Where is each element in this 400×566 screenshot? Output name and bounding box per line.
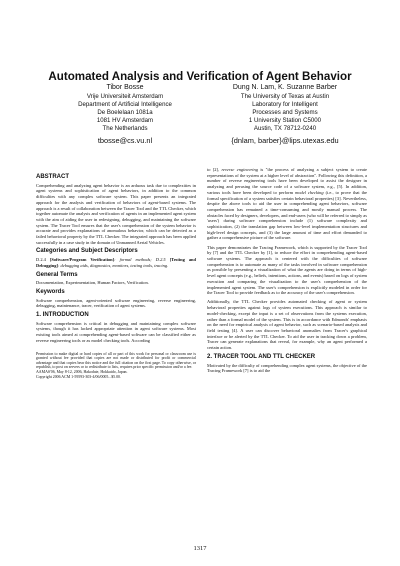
section2-heading: 2. TRACER TOOL AND TTL CHECKER — [207, 353, 316, 360]
categories-heading: Categories and Subject Descriptors — [36, 248, 138, 255]
author-name: Dung N. Lam, K. Suzanne Barber — [232, 84, 338, 91]
affiliation-line: 1081 HV Amsterdam — [96, 116, 154, 124]
affiliation-line: Austin, TX 78712-0240 — [253, 124, 317, 132]
general-terms-text: Documentation, Experimentation, Human Factors, Verification. — [36, 280, 149, 286]
author-email: tbosse@cs.vu.nl — [97, 136, 153, 146]
permission-notice — [36, 352, 196, 380]
keywords-heading: Keywords — [36, 288, 65, 295]
affiliation-line: Vrije Universiteit Amsterdam — [86, 92, 164, 100]
author-block-2 — [210, 84, 360, 145]
ttl-checker-paragraph: Additionally, the TTL Checker provides automated checking of agent or system behavioral properties against logs of system executions. This approach is similar to model-checking, except the input is a set of observations from the systems execution, rather than a formal model of the system. This is in accordance with Edmonds' emphasis on the need for empirical analysis of agent behavior, such as scenario-based analysis and field testing [4]. A user can discover behavioral anomalies from Tracer's graphical interface or be alerted by the TTL Checker. To aid the user in tracking down a problem, Tracer can generate explanations that reveal, for example, why an agent performed a certain action. — [207, 299, 367, 351]
left-column — [36, 171, 196, 379]
text-run-italic: reverse engineering — [221, 167, 258, 172]
text-run-italic: model checking — [295, 189, 324, 195]
author-email: {dnlam, barber}@lips.utexas.edu — [231, 136, 339, 146]
permission-line: Copyright 2006 ACM 1-59593-303-4/06/0005...$5.00. — [36, 374, 121, 379]
affiliation-line: Processes and Systems — [252, 108, 318, 116]
paper-title: Automated Analysis and Verification of Agent Behavior — [48, 70, 352, 83]
category-code: D.2.4 — [36, 257, 50, 263]
affiliation-line: 1 University Station C5000 — [248, 116, 322, 124]
category-title: [Testing and Debugging] — [36, 257, 196, 268]
right-column — [207, 167, 367, 377]
abstract-text: Comprehending and analyzing agent behavior is an arduous task due to complexities in agent systems and sophistication of agent behaviors, in addition to the common difficulties with any complex software system. This paper presents an integrated approach for the analysis and verification of behaviors of agent-based systems. The approach is a result of collaboration between the Tracer Tool and the TTL Checker, which together automate the analysis and verification of agents in an implemented agent system with the aim of aiding the user in redesigning, debugging, and maintaining the software system. The Tracer Tool ensures that the user's comprehension of the system behavior is accurate and provides explanations of anomalous behavior, which can be detected as a failed behavioral property by the TTL Checker. The integrated approach has been applied successfully in a case study in the domain of Unmanned Aerial Vehicles. — [36, 182, 196, 245]
permission-line: Permission to make digital or hard copies of all or part of this work for personal or classroom use is granted without fee provided that copies are not made or distributed for profit or commercial advantage and that copies bear this notice and the full citation on the first page. To copy otherwise, or republish, to post on servers or to redistribute to lists, requires prior specific permission and/or a fee. — [36, 351, 196, 370]
tracing-framework-paragraph: This paper demonstrates the Tracing Framework, which is supported by the Tracer Tool by [7] and the TTL Checker by [1], to reduce the effort in comprehending agent-based software systems. The approach is centered with the difficulties of software comprehension is to automate as many of the tasks involved in software comprehension as possible by presenting a visualization of what the agents are doing in terms of high-level agent concepts (e.g., beliefs, intentions, actions, and events) based on logs of system execution and comparing the visualization to the user's comprehension of the implemented agent system. The user's comprehension is explicitly modeled in order for the Tracer Tool to provide feedback as to the accuracy of the user's comprehension. — [207, 244, 367, 296]
affiliation-line: The Netherlands — [102, 124, 148, 132]
section2-text: Motivated by the difficulty of comprehending complex agent systems, the objective of the Tracing Framework [7] is to aid the — [207, 362, 367, 374]
affiliation-line: De Boelelaan 1081a — [97, 108, 153, 116]
category-title: [Software/Program Verification] — [49, 257, 115, 263]
text-run: (i.e., to prove that the formal specification of a system satisfies certain behavioral properties) [3]. Nevertheless, despite the above tools to aid the user in comprehending agent behaviors, software comprehension has remained a time-consuming and mostly manual process. The obstacles faced by designers, developers, and end-users (who will be referred to simply as 'users') during software comprehension include (1) software complexity and sophistication, (2) the translation gap between low-level implementation structures and high-level design concepts, and (3) the large amount of time and effort demanded to gather a comprehensive picture of the software. — [207, 189, 367, 241]
affiliation-line: Department of Artificial Intelligence — [78, 100, 172, 108]
introduction-heading: 1. INTRODUCTION — [36, 312, 89, 319]
abstract-heading: ABSTRACT — [36, 174, 69, 180]
page-number: 1317 — [193, 545, 207, 552]
keywords-text: Software comprehension, agent-oriented software engineering, reverse engineering, debugging, maintenance, tracer, verification of agent systems. — [36, 297, 196, 309]
categories-text — [36, 257, 196, 268]
general-terms-heading: General Terms — [36, 271, 78, 278]
introduction-text: Software comprehension is critical in debugging and maintaining complex software systems, though it has lacked appropriate attention in agent software systems. Most existing tools aimed at comprehending agent-based software can be classified either as reverse engineering tools or as model checking tools. According — [36, 320, 196, 343]
text-run: to [2], — [207, 167, 222, 172]
affiliation-line: Laboratory for Intelligent — [252, 100, 318, 108]
author-name: Tibor Bosse — [106, 84, 144, 91]
text-run: is "the process of analyzing a subject system to create representations of the system at a higher level of abstraction". Following this definition, a number of reverse engineering tools have been developed to assist the designer in analyzing and perusing the source code of a software system, e.g., [5]. In addition, various tools have been developed to perform — [207, 167, 367, 195]
affiliation-line: The University of Texas at Austin — [240, 92, 330, 100]
permission-line: AAMAS'06, May 8-12, 2006, Hakodate, Hokkaido, Japan. — [36, 369, 128, 374]
intro-continued-paragraph — [207, 167, 367, 241]
author-block-1 — [50, 84, 200, 145]
category-subject: : debugging aids, diagnostics, monitors, testing tools, tracing. — [57, 262, 169, 268]
category-subject: : formal methods; D.2.5 — [114, 257, 166, 263]
